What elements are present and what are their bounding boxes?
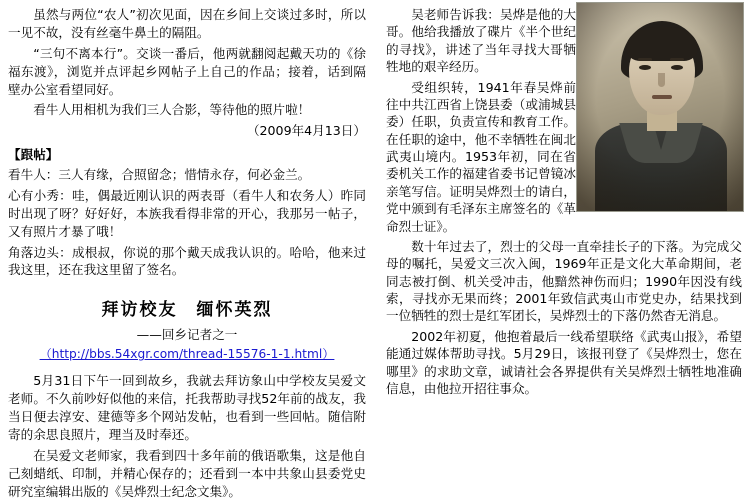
paragraph: “三句不离本行”。交谈一番后，他两就翻阅起戴天功的《徐福东渡》，浏览并点评起乡网帖子上自己的作品；接着，话到隔壁办公室看望同好。 xyxy=(8,45,366,97)
paragraph: 5月31日下午一回到故乡，我就去拜访象山中学校友吴爱文老师。不久前吵好似他的来信，托我帮助寻找52年前的战友，我当日便去淳安、建德等多个网站发帖，也看到一些回帖。随信附寄的余思良照片，理当及时奉还。 xyxy=(8,373,366,442)
source-link-line xyxy=(8,345,366,362)
paragraph: 虽然与两位“农人”初次见面，因在乡间上交谈过多时，所以一见不故，没有丝毫牛鼻土的隔阻。 xyxy=(8,7,366,40)
paragraph: 看牛人用相机为我们三人合影，等待他的照片啦！ xyxy=(33,102,311,118)
reply-item: 看牛人：三人有缘，合照留念；惜情永存，何必金兰。 xyxy=(8,167,311,182)
reply-item: 角落边头：成根叔，你说的那个戴天成我认识的。哈哈，他来过我这里，还在我这里留了签名。 xyxy=(8,244,366,278)
right-top-text-block xyxy=(386,6,576,235)
right-bottom-text-block xyxy=(386,238,742,397)
paragraph: 吴老师告诉我：吴烨是他的大哥。他给我播放了碟片《半个世纪的寻找》，讲述了当年寻找大哥牺牲地的艰辛经历。 xyxy=(386,7,576,75)
paragraph: 数十年过去了，烈士的父母一直牵挂长子的下落。为完成父母的嘱托，吴爱文三次入闽，1969年正是文化大革命期间，老同志被打倒、机关受冲击，他黯然神伤而归；1990年因没有线索，寻找亦无果而终；2001年致信武夷山市党史办，结果找到一位牺牲的烈士是红军团长，吴烨烈士的下落仍然杳无消息。 xyxy=(386,238,742,324)
reply-section-label: 【跟帖】 xyxy=(8,147,59,163)
portrait-photo-container xyxy=(576,2,742,210)
paragraph: 在吴爱文老师家，我看到四十多年前的俄语歌集，这是他自己刻蜡纸、印制，并精心保存的；还看到一本中共象山县委党史研究室编辑出版的《吴烨烈士纪念文集》。 xyxy=(8,447,366,499)
paragraph: 2002年初夏，他抱着最后一线希望联络《武夷山报》，希望能通过媒体帮助寻找。5月29日，该报刊登了《吴烨烈士，您在哪里》的求助文章，诚请社会各界提供有关吴烨烈士牺牲地准确信息，由他拉开招往事众。 xyxy=(386,328,742,396)
date-line: （2009年4月13日） xyxy=(246,123,366,139)
reply-item: 心有小秀：哇，偶最近刚认识的两表哥（看牛人和农务人）昨同时出现了呀？好好好，本族我看得非常的开心，我那另一帖子，又有照片才暴了哦！ xyxy=(8,187,366,239)
paragraph: 受组织转，1941年春吴烨前往中共江西省上饶县委（或浦城县委）任职，负责宣传和教育工作。在任职的途中，他不幸牺牲在闽北武夷山境内。1953年初，同在省委机关工作的福建省委书记曾镜冰亲笔写信。证明吴烨烈士的请白，党中颁到有毛泽东主席签名的《革命烈士证》。 xyxy=(386,79,576,234)
left-intro-block xyxy=(8,6,366,500)
portrait-photo xyxy=(576,2,744,212)
source-link[interactable]: （http://bbs.54xgr.com/thread-15576-1-1.html） xyxy=(39,347,335,362)
photo-vignette xyxy=(577,3,743,211)
article-subtitle: ——回乡记者之一 xyxy=(136,327,238,343)
article-title: 拜访校友 缅怀英烈 xyxy=(101,300,273,321)
